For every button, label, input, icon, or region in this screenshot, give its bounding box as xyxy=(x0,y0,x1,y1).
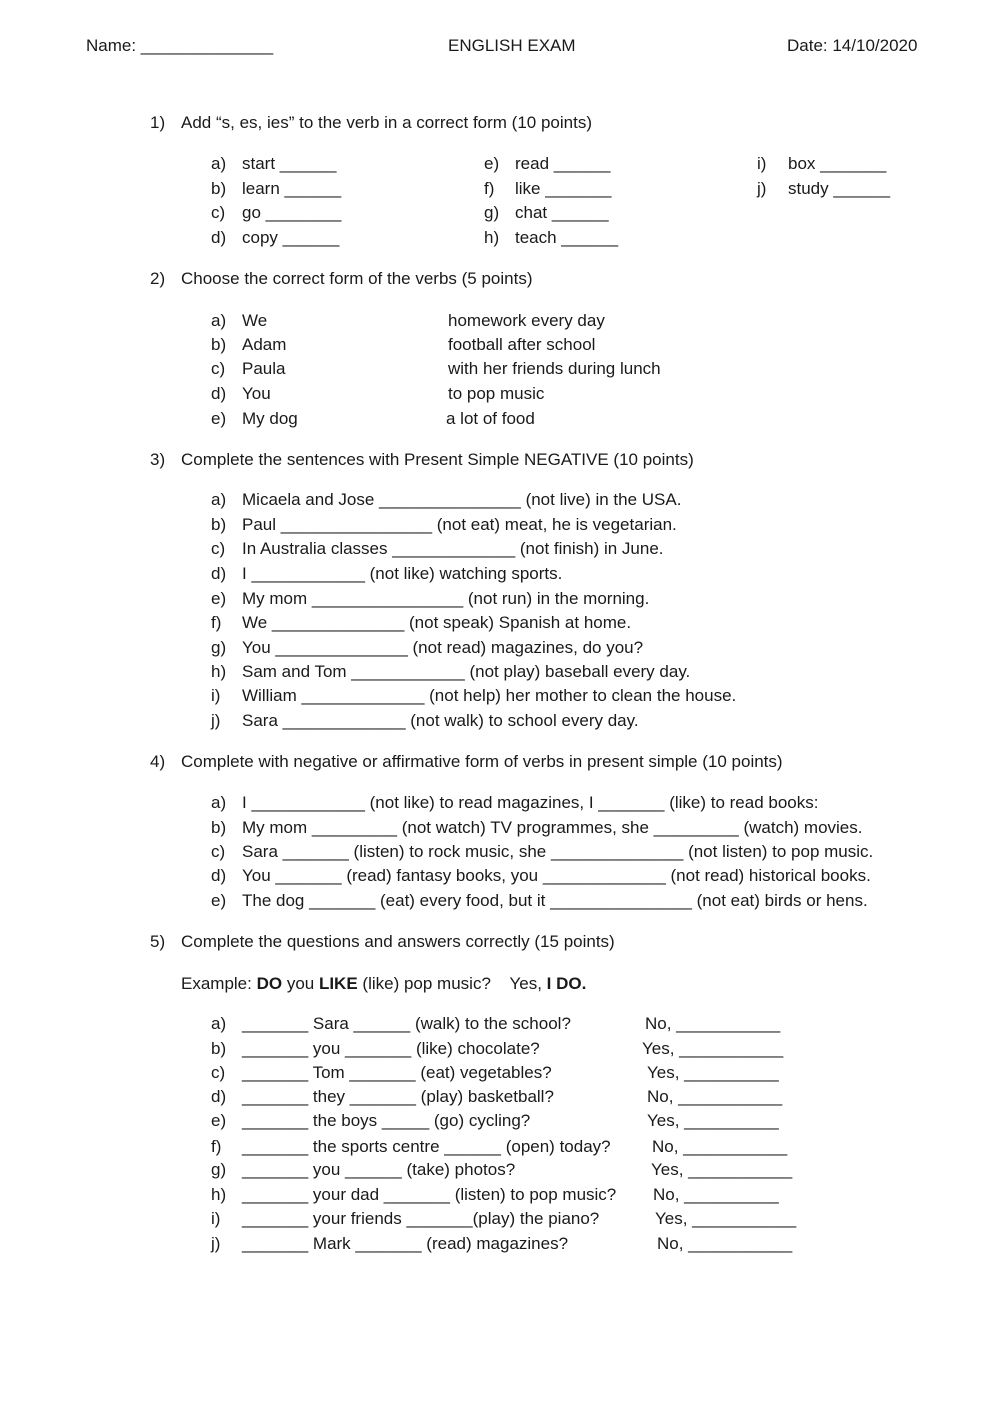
item-text: The dog _______ (eat) every food, but it _______________ (not eat) birds or hens. xyxy=(242,891,868,910)
item-label: e) xyxy=(211,589,227,608)
item-question: _______ the boys _____ (go) cycling? xyxy=(242,1111,531,1130)
item-label: d) xyxy=(211,564,227,583)
item-text: study ______ xyxy=(788,179,891,198)
item-text: read ______ xyxy=(515,154,611,173)
item-text: box _______ xyxy=(788,154,887,173)
item-answer: No, ___________ xyxy=(647,1087,783,1106)
list-item xyxy=(211,1064,552,1081)
item-label: d) xyxy=(211,228,227,247)
item-label: c) xyxy=(211,842,226,861)
item-label: g) xyxy=(211,638,227,657)
example-mid-1: you xyxy=(282,974,319,993)
list-item xyxy=(211,639,643,656)
section-5-title xyxy=(150,933,615,950)
item-question: _______ your dad _______ (listen) to pop music? xyxy=(242,1185,617,1204)
example-answer: I DO. xyxy=(546,974,587,993)
list-item xyxy=(211,1138,611,1155)
item-label: e) xyxy=(211,1111,227,1130)
item-label: d) xyxy=(211,866,227,885)
item-rest: to pop music xyxy=(448,384,545,403)
section-3-title-text: Complete the sentences with Present Simple NEGATIVE (10 points) xyxy=(181,450,694,469)
item-answer: Yes, ___________ xyxy=(655,1209,797,1228)
item-text: learn ______ xyxy=(242,179,342,198)
item-label: f) xyxy=(211,1137,222,1156)
item-text: My mom _________ (not watch) TV programmes, she _________ (watch) movies. xyxy=(242,818,863,837)
item-question: _______ Mark _______ (read) magazines? xyxy=(242,1234,569,1253)
section-4-title-text: Complete with negative or affirmative form of verbs in present simple (10 points) xyxy=(181,752,783,771)
list-item xyxy=(211,1088,554,1105)
item-subject: You xyxy=(242,384,271,403)
list-item xyxy=(211,590,649,607)
item-question: _______ the sports centre ______ (open) today? xyxy=(242,1137,611,1156)
item-text: I ____________ (not like) to read magazines, I _______ (like) to read books: xyxy=(242,793,819,812)
list-item xyxy=(211,180,341,197)
item-answer: Yes, ___________ xyxy=(642,1039,784,1058)
section-4-title xyxy=(150,753,783,770)
name-field: Name: ______________ xyxy=(86,36,274,55)
item-label: d) xyxy=(211,1087,227,1106)
example-prefix: Example: xyxy=(181,974,257,993)
item-answer: No, ___________ xyxy=(657,1234,793,1253)
list-item xyxy=(211,1210,599,1227)
item-question: _______ they _______ (play) basketball? xyxy=(242,1087,554,1106)
item-question: _______ your friends _______(play) the piano? xyxy=(242,1209,600,1228)
item-label: h) xyxy=(211,1185,227,1204)
section-2-number: 2) xyxy=(150,269,166,288)
item-label: e) xyxy=(211,891,227,910)
list-item xyxy=(211,867,871,884)
list-item xyxy=(211,565,562,582)
example-line xyxy=(181,975,586,992)
item-question: _______ Tom _______ (eat) vegetables? xyxy=(242,1063,552,1082)
list-item xyxy=(211,1186,616,1203)
item-label: i) xyxy=(211,1209,221,1228)
item-rest: a lot of food xyxy=(446,409,535,428)
section-3-number: 3) xyxy=(150,450,166,469)
item-label: j) xyxy=(211,1234,221,1253)
item-text: We ______________ (not speak) Spanish at home. xyxy=(242,613,632,632)
item-label: a) xyxy=(211,490,227,509)
item-subject: Paula xyxy=(242,359,286,378)
item-label: b) xyxy=(211,515,227,534)
item-answer: Yes, ___________ xyxy=(651,1160,793,1179)
item-subject: Adam xyxy=(242,335,287,354)
item-answer: No, __________ xyxy=(653,1185,779,1204)
section-2-title xyxy=(150,270,533,287)
item-label: g) xyxy=(211,1160,227,1179)
item-answer: Yes, __________ xyxy=(647,1111,779,1130)
item-text: start ______ xyxy=(242,154,337,173)
item-text: Sara _______ (listen) to rock music, she ______________ (not listen) to pop music. xyxy=(242,842,874,861)
example-mid-2: (like) pop music? Yes, xyxy=(357,974,547,993)
list-item xyxy=(211,1235,568,1252)
list-item xyxy=(211,794,818,811)
section-1-number: 1) xyxy=(150,113,166,132)
list-item xyxy=(211,540,664,557)
item-label: e) xyxy=(211,409,227,428)
section-1-title-text: Add “s, es, ies” to the verb in a correct form (10 points) xyxy=(181,113,592,132)
list-item xyxy=(211,312,267,329)
list-item xyxy=(211,204,341,221)
item-label: e) xyxy=(484,154,500,173)
list-item xyxy=(757,180,890,197)
list-item xyxy=(211,712,639,729)
section-2-title-text: Choose the correct form of the verbs (5 points) xyxy=(181,269,533,288)
item-label: c) xyxy=(211,203,226,222)
section-3-title xyxy=(150,451,694,468)
list-item xyxy=(211,336,286,353)
list-item xyxy=(211,491,681,508)
section-1-title xyxy=(150,114,592,131)
list-item xyxy=(484,229,618,246)
list-item xyxy=(484,204,609,221)
list-item xyxy=(211,229,339,246)
exam-title: ENGLISH EXAM xyxy=(448,36,576,55)
item-label: c) xyxy=(211,359,226,378)
item-label: c) xyxy=(211,1063,226,1082)
section-5-title-text: Complete the questions and answers correctly (15 points) xyxy=(181,932,615,951)
item-answer: Yes, __________ xyxy=(647,1063,779,1082)
item-label: b) xyxy=(211,818,227,837)
example-do: DO xyxy=(256,974,283,993)
item-text: Sam and Tom ____________ (not play) baseball every day. xyxy=(242,662,691,681)
list-item xyxy=(211,819,862,836)
list-item xyxy=(211,360,285,377)
item-label: j) xyxy=(211,711,221,730)
list-item xyxy=(211,1015,571,1032)
item-label: a) xyxy=(211,311,227,330)
item-label: d) xyxy=(211,384,227,403)
item-text: You ______________ (not read) magazines, do you? xyxy=(242,638,644,657)
item-text: teach ______ xyxy=(515,228,619,247)
item-rest: homework every day xyxy=(448,311,605,330)
item-question: _______ Sara ______ (walk) to the school? xyxy=(242,1014,571,1033)
item-question: _______ you _______ (like) chocolate? xyxy=(242,1039,540,1058)
item-label: a) xyxy=(211,793,227,812)
item-label: g) xyxy=(484,203,500,222)
item-text: Micaela and Jose _______________ (not live) in the USA. xyxy=(242,490,682,509)
list-item xyxy=(484,155,610,172)
list-item xyxy=(211,516,677,533)
item-text: My mom ________________ (not run) in the morning. xyxy=(242,589,650,608)
item-answer: No, ___________ xyxy=(652,1137,788,1156)
item-label: c) xyxy=(211,539,226,558)
item-label: j) xyxy=(757,179,767,198)
item-text: like _______ xyxy=(515,179,612,198)
item-answer: No, ___________ xyxy=(645,1014,781,1033)
item-label: f) xyxy=(211,613,222,632)
item-text: You _______ (read) fantasy books, you _____________ (not read) historical books. xyxy=(242,866,871,885)
item-text: William _____________ (not help) her mother to clean the house. xyxy=(242,686,737,705)
list-item xyxy=(211,687,736,704)
exam-date: Date: 14/10/2020 xyxy=(787,36,918,55)
item-rest: with her friends during lunch xyxy=(448,359,661,378)
item-label: i) xyxy=(211,686,221,705)
item-label: h) xyxy=(484,228,500,247)
item-subject: We xyxy=(242,311,268,330)
list-item xyxy=(211,155,337,172)
item-text: In Australia classes _____________ (not finish) in June. xyxy=(242,539,664,558)
item-rest: football after school xyxy=(448,335,596,354)
item-subject: My dog xyxy=(242,409,298,428)
item-question: _______ you ______ (take) photos? xyxy=(242,1160,516,1179)
item-label: i) xyxy=(757,154,767,173)
item-text: copy ______ xyxy=(242,228,340,247)
section-4-number: 4) xyxy=(150,752,166,771)
section-5-number: 5) xyxy=(150,932,166,951)
list-item xyxy=(211,410,298,427)
item-text: Sara _____________ (not walk) to school every day. xyxy=(242,711,639,730)
item-label: f) xyxy=(484,179,495,198)
list-item xyxy=(211,892,868,909)
list-item xyxy=(211,1161,515,1178)
list-item xyxy=(211,663,690,680)
list-item xyxy=(211,385,271,402)
list-item xyxy=(211,1112,530,1129)
item-label: b) xyxy=(211,1039,227,1058)
list-item xyxy=(211,614,631,631)
item-text: Paul ________________ (not eat) meat, he is vegetarian. xyxy=(242,515,677,534)
item-label: h) xyxy=(211,662,227,681)
list-item xyxy=(211,843,873,860)
item-text: I ____________ (not like) watching sports. xyxy=(242,564,563,583)
list-item xyxy=(211,1040,540,1057)
example-like: LIKE xyxy=(318,974,358,993)
item-text: chat ______ xyxy=(515,203,609,222)
item-label: a) xyxy=(211,154,227,173)
item-label: a) xyxy=(211,1014,227,1033)
item-label: b) xyxy=(211,335,227,354)
item-label: b) xyxy=(211,179,227,198)
item-text: go ________ xyxy=(242,203,342,222)
list-item xyxy=(484,180,611,197)
list-item xyxy=(757,155,886,172)
